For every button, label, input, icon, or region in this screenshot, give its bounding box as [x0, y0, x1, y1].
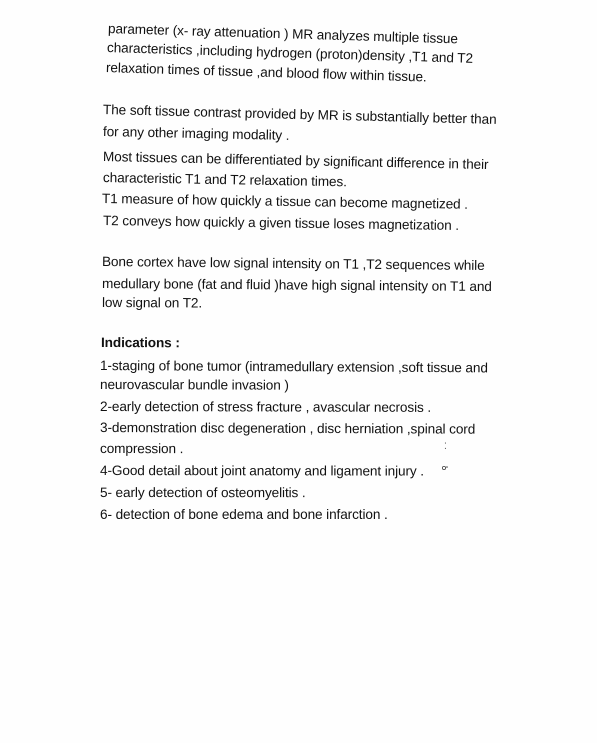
- section-heading: Indications :: [100, 335, 180, 351]
- list-item: 4-Good detail about joint anatomy and ligament injury .: [99, 463, 424, 479]
- text-line: The soft tissue contrast provided by MR is substantially better than: [102, 102, 497, 127]
- text-line: low signal on T2.: [101, 295, 203, 311]
- scan-speck: [441, 465, 449, 472]
- text-line: relaxation times of tissue ,and blood flow within tissue.: [105, 60, 427, 85]
- text-line: parameter (x- ray attenuation ) MR analyzes multiple tissue: [107, 21, 459, 47]
- text-line: medullary bone (fat and fluid )have high signal intensity on T1 and: [101, 276, 492, 295]
- scan-speck: ⁚: [444, 441, 447, 451]
- list-item: 2-early detection of stress fracture , avascular necrosis .: [99, 399, 432, 415]
- text-line: Most tissues can be differentiated by significant difference in their: [102, 149, 489, 173]
- text-line: characteristics ,including hydrogen (proton)density ,T1 and T2: [106, 40, 474, 66]
- text-line: T2 conveys how quickly a given tissue loses magnetization .: [102, 213, 460, 233]
- text-line: Bone cortex have low signal intensity on T1 ,T2 sequences while: [101, 254, 485, 274]
- list-item: 1-staging of bone tumor (intramedullary extension ,soft tissue and: [99, 358, 488, 376]
- text-line: characteristic T1 and T2 relaxation times.: [102, 170, 347, 190]
- text-line: for any other imaging modality .: [102, 124, 290, 143]
- list-item: neurovascular bundle invasion ): [99, 377, 289, 393]
- list-item: 6- detection of bone edema and bone infarction .: [100, 507, 388, 522]
- list-item: 5- early detection of osteomyelitis .: [99, 485, 306, 501]
- list-item: compression .: [99, 441, 184, 457]
- smudge-mark: [441, 465, 449, 472]
- text-line: T1 measure of how quickly a tissue can become magnetized .: [101, 191, 469, 212]
- list-item: 3-demonstration disc degeneration , disc herniation ,spinal cord: [99, 420, 476, 437]
